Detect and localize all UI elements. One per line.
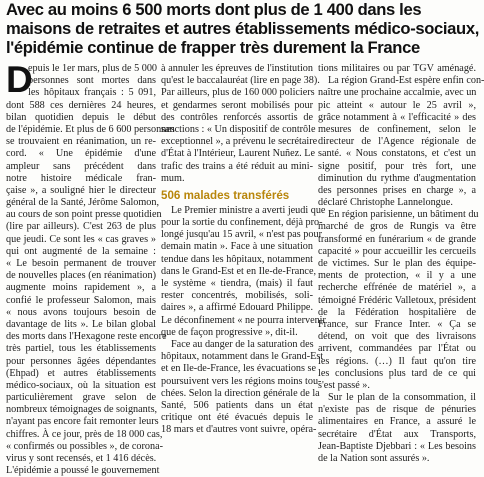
text-line: diminution du rythme d'augmentation: [318, 172, 476, 184]
text-line: les hôpitaux français : 5 091,: [28, 87, 156, 99]
text-line: Sur le plan de la consommation, il: [328, 392, 476, 404]
text-line: Face au danger de la saturation des: [171, 338, 314, 350]
text-line: pour personnes âgées dépendantes: [6, 355, 156, 367]
text-line: de l'épidémie. Et plus de 6 600 personnes: [6, 123, 175, 135]
text-line: n'ayant pas encore fait remonter leurs: [6, 416, 159, 428]
text-line: signe positif, pour très fort, une: [318, 160, 476, 172]
drop-cap: D: [6, 59, 33, 100]
text-line: 18 mars et d'autres vont suivre, opéra-: [161, 424, 317, 436]
text-line: virus y sont recensés, et 1 416 décès.: [6, 453, 157, 464]
article-column-2: [161, 63, 326, 436]
text-line: Santé, 506 patients dans un état: [161, 399, 313, 411]
text-line: témoigné Frédéric Valletoux, président: [318, 294, 477, 306]
text-line: et gendarmes seront mobilisés pour: [161, 99, 313, 111]
text-line: de victimes. Sur le plan des équipe-: [318, 258, 476, 269]
headline-line: l'épidémie continue de frapper très durement la France: [6, 38, 420, 57]
text-line: poursuivent vers les régions moins tou-: [161, 375, 322, 387]
text-line: demain matin ». Face à une situation: [161, 241, 313, 253]
text-line: daires », a affirmé Edouard Philippe.: [161, 302, 313, 314]
text-line: le système « tiendra, (mais) il faut: [161, 278, 313, 289]
text-line: alimentaires en France, a assuré le: [318, 416, 476, 428]
text-line: En région parisienne, un bâtiment du: [328, 209, 479, 221]
text-line: détend, on voit que des livraisons: [318, 331, 476, 343]
text-line: tions militaires ou par TGV aménagé.: [318, 63, 476, 74]
text-line: nombreux témoignages de soignants,: [6, 404, 158, 416]
text-line: sanctions : « Un dispositif de contrôle: [161, 123, 316, 135]
text-line: particulièrement grave selon de: [6, 392, 156, 404]
text-line: hôpitaux, notamment dans le Grand-Est: [161, 351, 324, 363]
text-line: d'État à l'Intérieur, Laurent Nuñez. Le: [161, 148, 316, 160]
text-line: directeur de l'Agence régionale de: [318, 136, 476, 148]
text-line: s'est passé ».: [318, 379, 370, 391]
text-line: à annuler les épreuves de l'institution: [161, 63, 313, 74]
text-line: Jean-Baptiste Djebbari : « Les besoins: [318, 440, 476, 452]
article-column-3: [318, 63, 484, 464]
text-line: trafic des trains a été réduit au mini-: [161, 160, 313, 172]
text-line: naître une prochaine accalmie, avec un: [318, 87, 477, 99]
text-line: « nous avons toujours besoin de: [6, 306, 156, 318]
text-line: epuis le 1er mars, plus de 5 000: [28, 63, 158, 74]
text-line: L'épidémie a poussé le gouvernement: [6, 465, 160, 477]
text-line: n'existe pas de risque de pénuries: [318, 404, 476, 416]
text-line: ments de protection, « il y a une: [318, 270, 476, 282]
text-line: des morts dans l'Hexagone reste encore: [6, 331, 167, 343]
text-line: (Ehpad) et autres établissements: [6, 367, 156, 379]
text-line: confié le professeur Salomon, mais: [6, 294, 156, 306]
text-line: çaise », a souligné hier le directeur: [6, 184, 156, 196]
text-line: cord. « Une épidémie d'une: [6, 148, 156, 160]
text-line: se trouvaient en réanimation, un re-: [6, 136, 156, 148]
text-line: (lire par ailleurs). C'est 263 de plus: [6, 221, 156, 233]
text-line: très partiel, tous les établissements: [6, 343, 156, 355]
text-line: personnes sont mortes dans: [28, 75, 156, 87]
text-line: rester concentrés, mobilisés, soli-: [161, 290, 313, 302]
text-line: transformé en funérarium « de grande: [318, 233, 476, 245]
text-line: des contrôles renforcés assortis de: [161, 111, 313, 123]
headline-line: maisons de retraites et autres établissements médico-sociaux,: [6, 19, 479, 38]
text-line: général de la Santé, Jérôme Salomon,: [6, 197, 160, 209]
text-line: notre histoire médicale fran-: [6, 172, 156, 184]
text-line: que jeudi. Ce sont les « cas graves »: [6, 233, 156, 245]
text-line: « confirmés ou possibles », de corona-: [6, 440, 164, 452]
text-line: augmente moins rapidement », a: [6, 282, 156, 294]
text-line: davantage de lits ». Le bilan global: [6, 318, 156, 330]
text-line: Le déconfinement « ne pourra intervenir: [161, 314, 326, 326]
text-line: tendue dans les hôpitaux, notamment: [161, 253, 313, 265]
text-line: exceptionnel », a prévenu le secrétaire: [161, 136, 318, 148]
text-line: au cours de son point presse quotidien: [6, 209, 162, 221]
text-line: Le Premier ministre a averti jeudi que: [171, 204, 326, 216]
text-line: les conclusions plus tard de ce qui: [318, 367, 476, 379]
text-line: « Le besoin permanent de trouver: [6, 258, 156, 269]
text-line: critique ont été évacués depuis le: [161, 412, 313, 424]
text-line: chiffres. À ce jour, près de 18 000 cas,: [6, 428, 163, 440]
text-line: longé jusqu'au 15 avril, « n'est pas pour: [161, 229, 322, 241]
text-line: que de façon progressive », dit-il.: [161, 326, 298, 338]
text-line: recherche effrénée de matériel », a: [318, 282, 476, 294]
text-line: pour la sortie du confinement, déjà pro-: [161, 217, 323, 229]
text-line: mesures de confinement, selon le: [318, 123, 476, 135]
text-line: santé. « Nous constatons, et c'est un: [318, 148, 476, 160]
text-line: France, sur France Inter. « Ça se: [318, 318, 476, 330]
text-line: et en Ile-de-France, les évacuations se: [161, 363, 317, 375]
headline-line: Avec au moins 6 500 morts dont plus de 1 400 dans les: [6, 0, 422, 19]
text-line: pic atteint « autour le 25 avril »,: [318, 99, 476, 111]
text-line: de la Nation sont assurés ».: [318, 453, 430, 464]
text-line: chées. Selon la direction générale de la: [161, 387, 320, 399]
text-line: qui ont augmenté de la semaine :: [6, 245, 156, 257]
text-line: qu'est le baccalauréat (lire en page 38).: [161, 75, 320, 87]
text-line: les régions. (…) Il faut qu'on tire: [318, 355, 476, 367]
headline: [6, 0, 479, 57]
text-line: ampleur sans précédent dans: [6, 160, 156, 172]
text-line: grâce notamment à « l'efficacité » des: [318, 111, 476, 123]
text-line: bilan quotidien depuis le début: [6, 111, 156, 123]
text-line: arrivent, commandées par l'État ou: [318, 343, 476, 355]
text-line: médico-sociaux, où la situation est: [6, 379, 156, 391]
text-line: de nouvelles places (en réanimation): [6, 270, 156, 282]
text-line: secrétaire d'État aux Transports,: [318, 428, 476, 440]
text-line: dans le Grand-Est et en Ile-de-France,: [161, 265, 317, 277]
text-line: La région Grand-Est espère enfin con-: [328, 75, 484, 87]
text-line: mum.: [161, 172, 185, 184]
text-line: marché de gros de Rungis va être: [318, 221, 476, 233]
text-line: capacité » pour accueillir les cercueils: [318, 245, 476, 257]
text-line: de la Fédération hospitalière de: [318, 306, 476, 318]
text-line: des personnes prises en charge », a: [318, 184, 476, 196]
text-line: dont 588 ces dernières 24 heures,: [6, 99, 156, 111]
text-line: Par ailleurs, plus de 160 000 policiers: [161, 87, 315, 99]
section-subhead: 506 malades transférés: [161, 188, 290, 202]
text-line: déclaré Christophe Lannelongue.: [318, 197, 453, 209]
lead-paragraph: [6, 59, 158, 100]
